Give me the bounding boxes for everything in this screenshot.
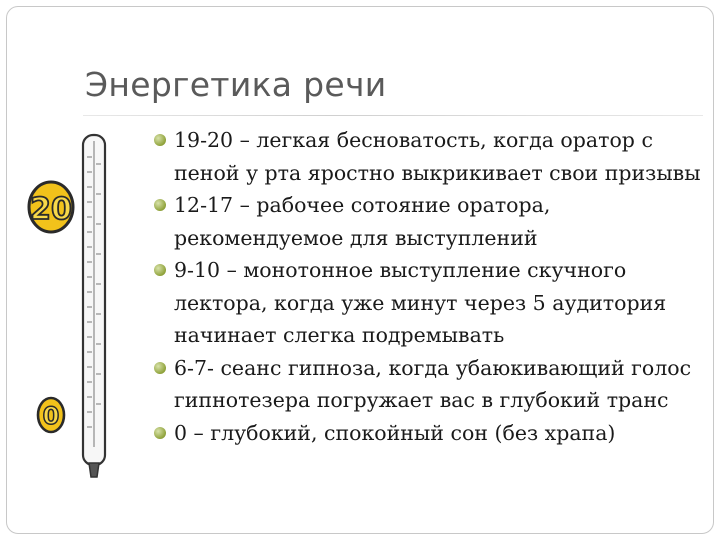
bullet-icon xyxy=(154,264,166,276)
bullet-text: 6-7- сеанс гипноза, когда убаюкивающий голос гипнотезера погружает вас в глубокий транс xyxy=(174,355,692,412)
bullet-text: 12-17 – рабочее сотояние оратора, рекомендуемое для выступлений xyxy=(174,193,551,250)
bullet-text: 9-10 – монотонное выступление скучного лектора, когда уже минут через 5 аудитория начинает слегка подремывать xyxy=(174,258,667,347)
bullet-item xyxy=(152,124,712,189)
slide-title: Энергетика речи xyxy=(85,65,387,104)
bullet-item xyxy=(152,189,712,254)
bullet-icon xyxy=(154,362,166,374)
bullet-icon xyxy=(154,427,166,439)
bullet-icon xyxy=(154,199,166,211)
bullet-text: 19-20 – легкая бесноватость, когда оратор с пеной у рта яростно выкрикивает свои призывы xyxy=(174,128,701,185)
bullet-text: 0 – глубокий, спокойный сон (без храпа) xyxy=(174,420,616,445)
svg-text:20: 20 xyxy=(30,192,72,227)
bullet-item xyxy=(152,417,712,450)
bullet-list xyxy=(152,124,712,449)
slide xyxy=(6,6,714,534)
label-20-icon xyxy=(29,182,73,232)
bullet-item xyxy=(152,352,712,417)
bullet-item xyxy=(152,254,712,352)
thermometer-icon xyxy=(25,127,125,487)
bullet-icon xyxy=(154,134,166,146)
label-0-icon xyxy=(38,398,64,432)
title-divider xyxy=(83,115,703,116)
svg-text:0: 0 xyxy=(42,402,60,430)
